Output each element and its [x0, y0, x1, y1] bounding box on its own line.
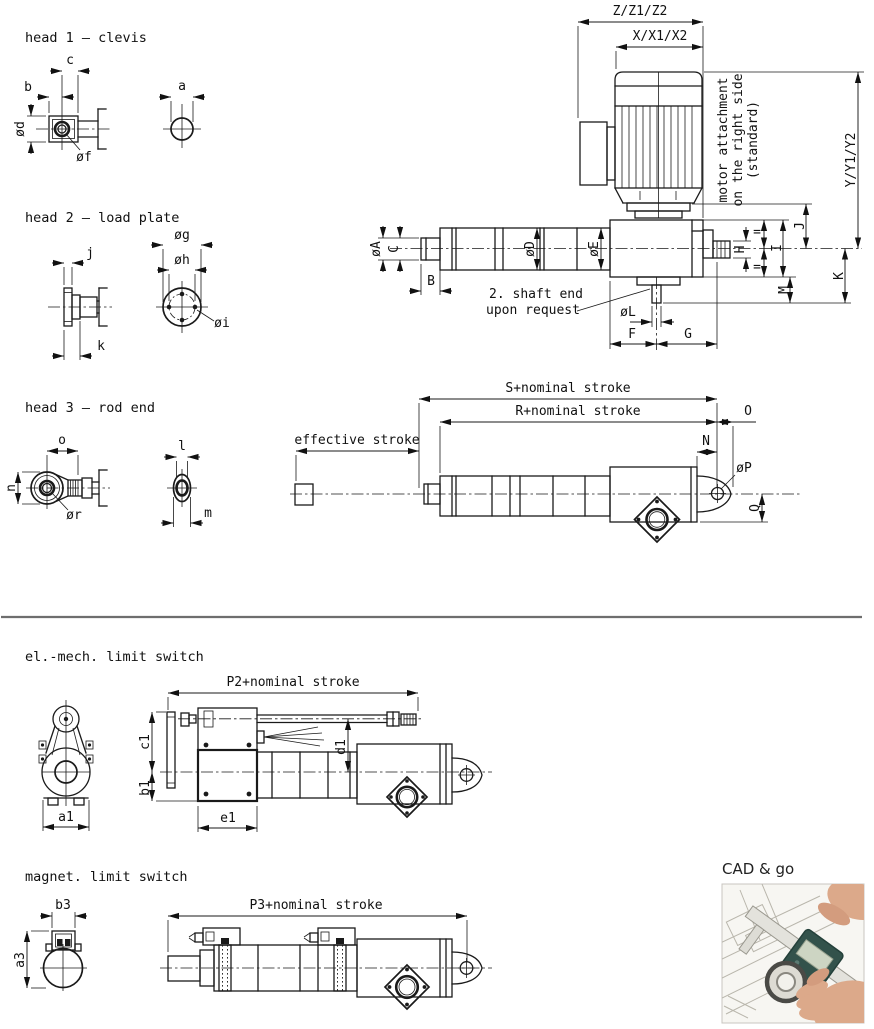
dim-label-op: øP	[736, 461, 752, 476]
front-shaft-end	[421, 238, 440, 260]
head1-title: head 1 – clevis	[25, 30, 147, 46]
shaft-note-line2: upon request	[486, 303, 580, 318]
head3-side-view	[4, 433, 110, 523]
dim-label-b-upper: B	[427, 274, 435, 289]
dim-label-m: m	[204, 506, 212, 521]
motor-note-line2: on the right side	[731, 73, 746, 207]
dim-label-o-stroke: O	[744, 404, 752, 419]
elmech-side-view	[138, 675, 492, 832]
dim-label-c1: c1	[138, 734, 153, 750]
dim-label-effective-stroke: effective stroke	[294, 433, 420, 448]
cad-and-go	[714, 860, 874, 1029]
dim-label-k: k	[97, 339, 105, 354]
dim-label-b3: b3	[55, 898, 71, 913]
dim-label-e1: e1	[220, 811, 236, 826]
motor-note-line3: (standard)	[746, 100, 761, 180]
dim-label-j-upper: J	[793, 222, 808, 230]
head2-front-view	[151, 228, 230, 333]
dim-label-l: l	[178, 439, 186, 454]
dim-label-oi: øi	[214, 316, 230, 331]
equal-mark-top: =	[753, 225, 761, 240]
dim-label-b: b	[24, 80, 32, 95]
dim-label-og: øg	[174, 228, 190, 243]
output-shaft	[713, 241, 730, 258]
dim-label-a3: a3	[13, 952, 28, 968]
dim-label-od: ød	[13, 121, 28, 137]
dim-label-oe: øE	[587, 241, 602, 257]
dim-label-n: n	[4, 484, 19, 492]
motor-note-line1: motor attachment	[716, 77, 731, 203]
head3-end-view	[161, 439, 212, 527]
cad-title: CAD & go	[722, 860, 795, 878]
dim-label-n-stroke: N	[702, 434, 710, 449]
dim-label-m-upper: M	[777, 286, 792, 294]
dim-label-b1: b1	[138, 780, 153, 796]
dim-label-a1: a1	[58, 810, 74, 825]
dim-label-od-upper: øD	[523, 241, 538, 257]
dim-label-o: o	[58, 433, 66, 448]
magnet-title: magnet. limit switch	[25, 869, 188, 885]
dim-label-i: I	[770, 244, 785, 252]
dim-label-c: c	[66, 53, 74, 68]
motor-terminal-box	[580, 122, 607, 185]
shaft-note-line1: 2. shaft end	[489, 287, 583, 302]
head3-title: head 3 – rod end	[25, 400, 156, 416]
equal-mark-bottom: =	[753, 260, 761, 275]
dim-label-d1: d1	[334, 739, 349, 755]
dim-label-p3: P3+nominal stroke	[249, 898, 383, 913]
dim-label-s-stroke: S+nominal stroke	[505, 381, 631, 396]
dim-label-ol: øL	[620, 305, 636, 320]
dim-label-c-upper: C	[387, 245, 402, 253]
dim-label-h: H	[733, 245, 748, 254]
dim-label-j: j	[86, 246, 94, 261]
dim-label-f: F	[628, 327, 636, 342]
dim-label-k-upper: K	[832, 272, 847, 280]
magnet-section	[13, 869, 492, 1009]
dim-label-of: øf	[76, 150, 92, 165]
gear-housing	[610, 467, 697, 522]
assembly-view	[369, 4, 864, 350]
dim-label-g: G	[684, 327, 692, 342]
dim-label-oh: øh	[174, 253, 190, 268]
dim-label-oa: øA	[369, 241, 384, 257]
elmech-front-view	[39, 700, 93, 831]
dim-label-x: X/X1/X2	[632, 29, 688, 44]
dim-label-z: Z/Z1/Z2	[612, 4, 668, 19]
dim-label-q: Q	[748, 504, 763, 512]
head1-end-view	[159, 79, 205, 148]
stroke-view	[290, 381, 800, 542]
head3-section	[4, 400, 212, 527]
dim-label-p2: P2+nominal stroke	[226, 675, 360, 690]
cable-gland	[257, 731, 264, 743]
head2-side-view	[48, 246, 112, 360]
head2-title: head 2 – load plate	[25, 210, 180, 226]
dim-label-y: Y/Y1/Y2	[844, 132, 859, 188]
dim-label-r-stroke: R+nominal stroke	[515, 404, 641, 419]
elmech-title: el.-mech. limit switch	[25, 649, 204, 665]
head1-section	[13, 30, 205, 165]
dim-label-a: a	[178, 79, 186, 94]
head1-side-view	[13, 53, 110, 165]
head2-section	[25, 210, 230, 360]
rod-end-stub	[295, 484, 313, 505]
dim-label-or: ør	[66, 508, 82, 523]
spindle-tube	[421, 228, 610, 270]
magnet-side-view	[160, 898, 492, 1009]
flange-diamond	[635, 497, 680, 542]
elmech-section	[25, 649, 492, 832]
motor	[580, 72, 702, 218]
load-plate	[167, 712, 175, 788]
magnet-front-view	[13, 898, 87, 991]
